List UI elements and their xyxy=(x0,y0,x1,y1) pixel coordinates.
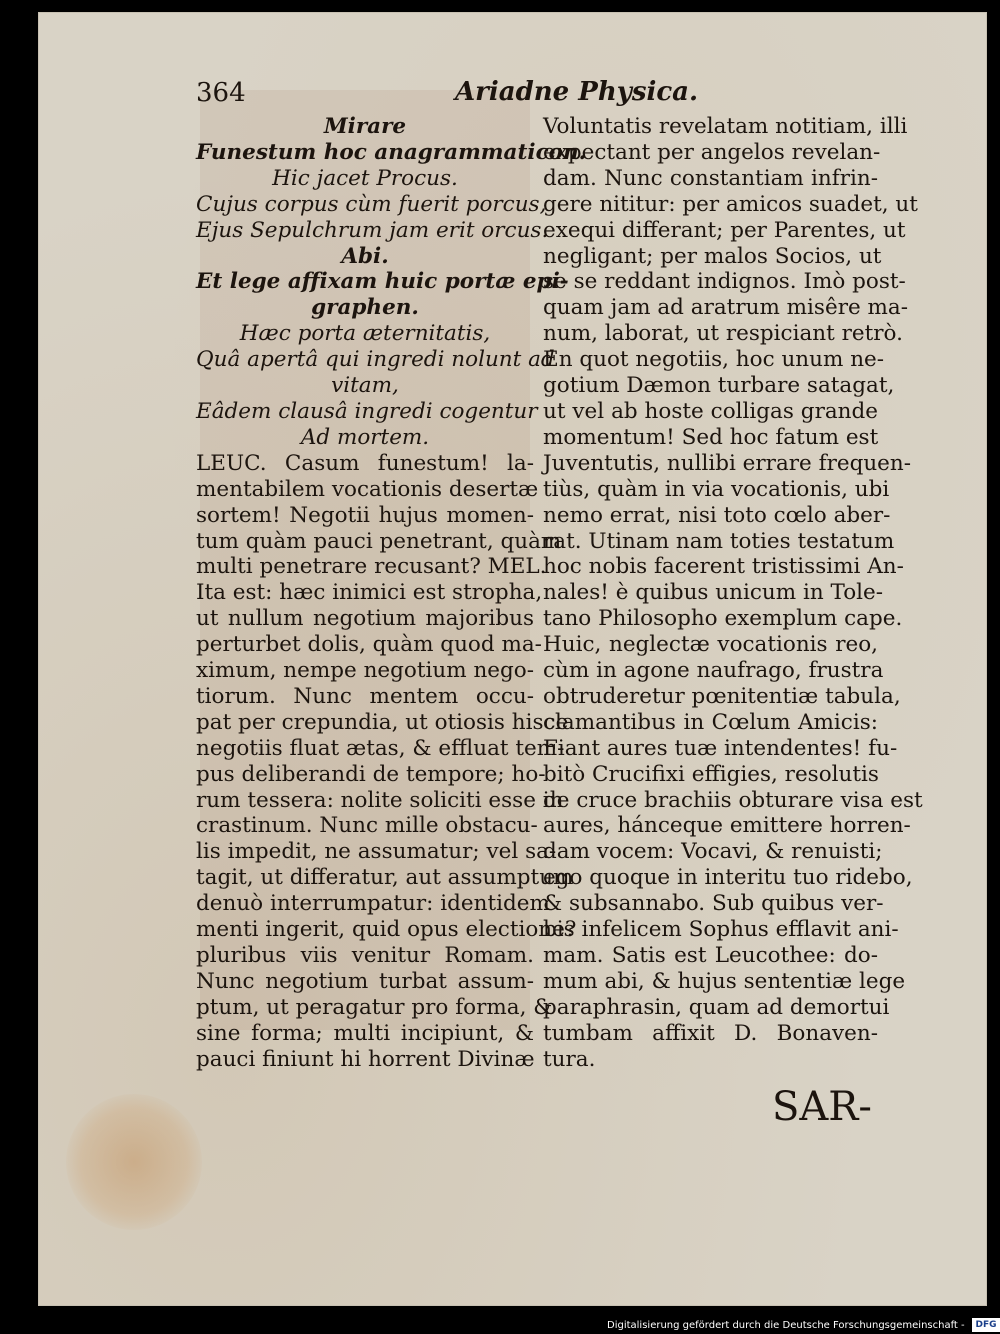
text-line: denuò interrumpatur: identidem xyxy=(196,891,550,917)
epitaph-line: Hic jacet Procus. xyxy=(272,165,458,191)
text-line: multi penetrare recusant? MEL. xyxy=(196,554,547,580)
text-line: clamantibus in Cœlum Amicis: xyxy=(543,709,878,735)
epitaph-line: Ad mortem. xyxy=(300,424,430,450)
dfg-footer xyxy=(607,1317,1000,1334)
text-line: perturbet dolis, quàm quod ma- xyxy=(196,632,542,658)
text-line: sortem! Negotii hujus momen- xyxy=(196,502,534,528)
text-line: lis impedit, ne assumatur; vel sa- xyxy=(196,839,557,865)
text-line: negotiis fluat ætas, & effluat tem- xyxy=(196,735,565,761)
text-line: Huic, neglectæ vocationis reo, xyxy=(543,632,878,658)
text-line: tura. xyxy=(543,1046,596,1072)
text-line: menti ingerit, quid opus electione? xyxy=(196,917,577,943)
text-line: nales! è quibus unicum in Tole- xyxy=(543,580,884,606)
text-line: tano Philosopho exemplum cape. xyxy=(543,606,903,632)
text-line: Juventutis, nullibi errare frequen- xyxy=(543,450,912,476)
text-line: LEUC. Casum funestum! la- xyxy=(196,450,534,476)
right-body-text xyxy=(543,114,923,1073)
left-body-text xyxy=(196,450,577,1073)
text-line: gotium Dæmon turbare satagat, xyxy=(543,373,895,399)
text-line: mum abi, & hujus sententiæ lege xyxy=(543,968,906,994)
epitaph-line: graphen. xyxy=(311,295,419,321)
text-line: expectant per angelos revelan- xyxy=(543,139,881,165)
text-line: ptum, ut peragatur pro forma, & xyxy=(196,994,553,1020)
epitaph-line: Eâdem clausâ ingredi cogentur xyxy=(196,398,538,424)
text-line: Ita est: hæc inimici est stropha, xyxy=(196,580,543,606)
text-line: ut vel ab hoste colligas grande xyxy=(543,398,878,424)
text-line: Fiant aures tuæ intendentes! fu- xyxy=(543,735,898,761)
epitaph-line: Funestum hoc anagrammaticon. xyxy=(196,139,587,165)
text-line: nemo errat, nisi toto cœlo aber- xyxy=(543,502,891,528)
text-line: gere nititur: per amicos suadet, ut xyxy=(543,191,918,217)
text-line: rum tessera: nolite soliciti esse in xyxy=(196,787,564,813)
epitaph-line: Quâ apertâ qui ingredi nolunt ad xyxy=(196,347,555,373)
text-line: tiorum. Nunc mentem occu- xyxy=(196,683,534,709)
running-head: Ariadne Physica. xyxy=(455,77,699,107)
text-line: crastinum. Nunc mille obstacu- xyxy=(196,813,538,839)
text-line: negligant; per malos Socios, ut xyxy=(543,243,882,269)
text-line: paraphrasin, quam ad demortui xyxy=(543,994,890,1020)
text-line: pus deliberandi de tempore; ho- xyxy=(196,761,546,787)
text-line: tiùs, quàm in via vocationis, ubi xyxy=(543,476,890,502)
text-line: tumbam affixit D. Bonaven- xyxy=(543,1020,878,1046)
text-line: num, laborat, ut respiciant retrò. xyxy=(543,321,903,347)
text-line: En quot negotiis, hoc unum ne- xyxy=(543,347,885,373)
epitaph-line: Et lege affixam huic portæ epi- xyxy=(196,269,569,295)
text-line: se se reddant indignos. Imò post- xyxy=(543,269,906,295)
catchword: SAR- xyxy=(772,1084,872,1130)
epitaph-block xyxy=(196,114,587,451)
text-line: pauci finiunt hi horrent Divinæ xyxy=(196,1046,535,1072)
text-line: pat per crepundia, ut otiosis hisce xyxy=(196,709,569,735)
text-line: dam. Nunc constantiam infrin- xyxy=(543,165,878,191)
text-line: ximum, nempe negotium nego- xyxy=(196,658,534,684)
text-line: quam jam ad aratrum misêre ma- xyxy=(543,295,908,321)
text-line: aures, hánceque emittere horren- xyxy=(543,813,911,839)
text-line: pluribus viis venitur Romam. xyxy=(196,943,534,968)
text-line: bis infelicem Sophus efflavit ani- xyxy=(543,917,899,943)
epitaph-line: Cujus corpus cùm fuerit porcus, xyxy=(196,191,547,217)
epitaph-line: Mirare xyxy=(323,114,407,139)
footer-text: Digitalisierung gefördert durch die Deutsche Forschungsgemeinschaft - xyxy=(607,1320,965,1331)
text-line: & subsannabo. Sub quibus ver- xyxy=(543,891,884,917)
text-line: mam. Satis est Leucothee: do- xyxy=(543,943,878,968)
text-line: sine forma; multi incipiunt, & xyxy=(196,1020,534,1046)
text-line: dam vocem: Vocavi, & renuisti; xyxy=(543,839,883,865)
epitaph-line: Ejus Sepulchrum jam erit orcus. xyxy=(196,217,549,243)
epitaph-line: Abi. xyxy=(341,243,389,269)
text-line: momentum! Sed hoc fatum est xyxy=(543,424,879,450)
dfg-logo: DFG xyxy=(972,1318,1000,1332)
text-line: ut nullum negotium majoribus xyxy=(196,606,534,632)
epitaph-line: vitam, xyxy=(331,373,399,399)
right-column xyxy=(543,114,923,1073)
text-line: cùm in agone naufrago, frustra xyxy=(543,658,884,684)
text-line: exequi differant; per Parentes, ut xyxy=(543,217,906,243)
text-line: ego quoque in interitu tuo ridebo, xyxy=(543,865,913,891)
page-number: 364 xyxy=(196,78,246,108)
text-line: mentabilem vocationis desertæ xyxy=(196,476,539,502)
text-line: Voluntatis revelatam notitiam, illi xyxy=(543,114,908,139)
text-line: hoc nobis facerent tristissimi An- xyxy=(543,554,904,580)
text-line: rat. Utinam nam toties testatum xyxy=(543,528,895,554)
text-line: de cruce brachiis obturare visa est xyxy=(543,787,923,813)
text-line: tum quàm pauci penetrant, quàm xyxy=(196,528,562,554)
text-line: tagit, ut differatur, aut assumptum xyxy=(196,865,574,891)
text-line: Nunc negotium turbat assum- xyxy=(196,968,534,994)
epitaph-line: Hæc porta æternitatis, xyxy=(239,321,491,347)
paper-stain xyxy=(66,1094,202,1230)
left-column xyxy=(196,114,587,1073)
text-line: bitò Crucifixi effigies, resolutis xyxy=(543,761,879,787)
text-line: obtruderetur pœnitentiæ tabula, xyxy=(543,683,901,709)
